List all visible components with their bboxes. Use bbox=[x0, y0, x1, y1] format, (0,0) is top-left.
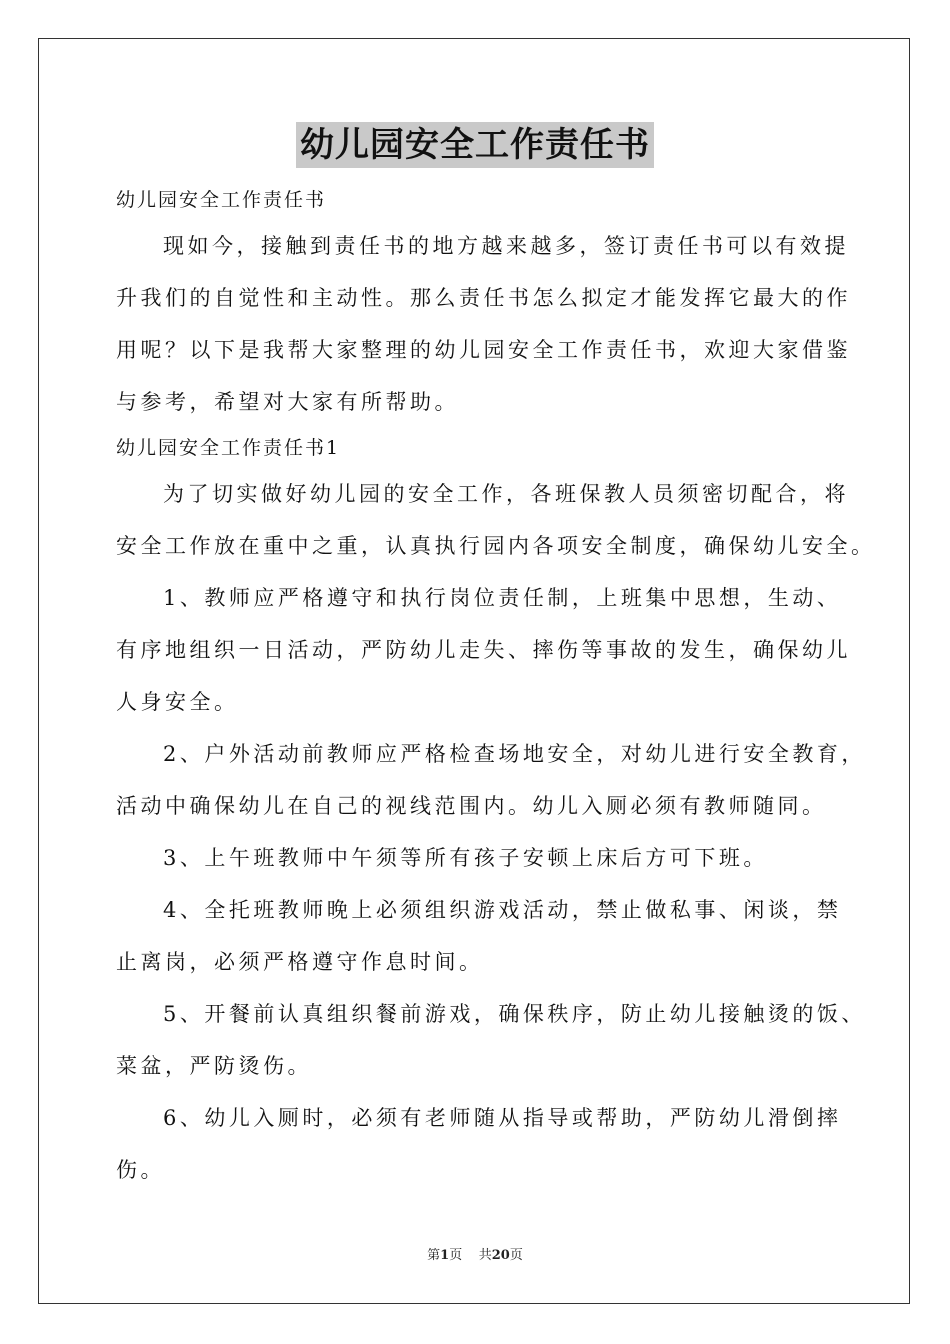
list-item-3 bbox=[116, 832, 840, 884]
title-container bbox=[0, 122, 950, 168]
paragraph-line: 用呢？以下是我帮大家整理的幼儿园安全工作责任书，欢迎大家借鉴 bbox=[116, 338, 851, 362]
paragraph-line: 人身安全。 bbox=[116, 690, 239, 714]
paragraph-line: 止离岗，必须严格遵守作息时间。 bbox=[116, 950, 484, 974]
paragraph-line: 现如今，接触到责任书的地方越来越多，签订责任书可以有效提 bbox=[163, 234, 849, 258]
page-prefix: 第 bbox=[427, 1248, 441, 1263]
paragraph-line: 4、全托班教师晚上必须组织游戏活动，禁止做私事、闲谈，禁 bbox=[163, 898, 842, 922]
intro-paragraph bbox=[116, 220, 851, 428]
paragraph-line: 5、开餐前认真组织餐前游戏，确保秩序，防止幼儿接触烫的饭、 bbox=[163, 1002, 866, 1026]
document-title: 幼儿园安全工作责任书 bbox=[296, 122, 654, 168]
paragraph-line: 有序地组织一日活动，严防幼儿走失、摔伤等事故的发生，确保幼儿 bbox=[116, 638, 851, 662]
total-suffix: 页 bbox=[509, 1248, 523, 1263]
paragraph-line: 活动中确保幼儿在自己的视线范围内。幼儿入厕必须有教师随同。 bbox=[116, 794, 827, 818]
document-body bbox=[116, 180, 876, 1196]
paragraph-line: 1、教师应严格遵守和执行岗位责任制，上班集中思想，生动、 bbox=[163, 586, 842, 610]
paragraph-line: 为了切实做好幼儿园的安全工作，各班保教人员须密切配合，将 bbox=[163, 482, 849, 506]
section-intro-paragraph bbox=[116, 468, 876, 572]
paragraph-line: 6、幼儿入厕时，必须有老师随从指导或帮助，严防幼儿滑倒摔 bbox=[163, 1106, 842, 1130]
page-footer bbox=[0, 1246, 950, 1266]
list-item-5 bbox=[116, 988, 866, 1092]
paragraph-line: 伤。 bbox=[116, 1158, 165, 1182]
list-item-1 bbox=[116, 572, 851, 728]
section-heading: 幼儿园安全工作责任书1 bbox=[116, 437, 341, 459]
total-pages-number: 20 bbox=[491, 1248, 510, 1263]
total-prefix: 共 bbox=[478, 1248, 492, 1263]
paragraph-line: 升我们的自觉性和主动性。那么责任书怎么拟定才能发挥它最大的作 bbox=[116, 286, 851, 310]
page-suffix: 页 bbox=[449, 1248, 463, 1263]
list-item-6 bbox=[116, 1092, 840, 1196]
paragraph-line: 3、上午班教师中午须等所有孩子安顿上床后方可下班。 bbox=[163, 846, 768, 870]
paragraph-line: 2、户外活动前教师应严格检查场地安全，对幼儿进行安全教育， bbox=[163, 742, 866, 766]
list-item-4 bbox=[116, 884, 840, 988]
paragraph-line: 菜盆，严防烫伤。 bbox=[116, 1054, 312, 1078]
paragraph-line: 与参考，希望对大家有所帮助。 bbox=[116, 390, 459, 414]
paragraph-line: 安全工作放在重中之重，认真执行园内各项安全制度，确保幼儿安全。 bbox=[116, 534, 876, 558]
list-item-2 bbox=[116, 728, 866, 832]
document-subtitle: 幼儿园安全工作责任书 bbox=[116, 189, 327, 211]
current-page-number: 1 bbox=[440, 1248, 450, 1263]
